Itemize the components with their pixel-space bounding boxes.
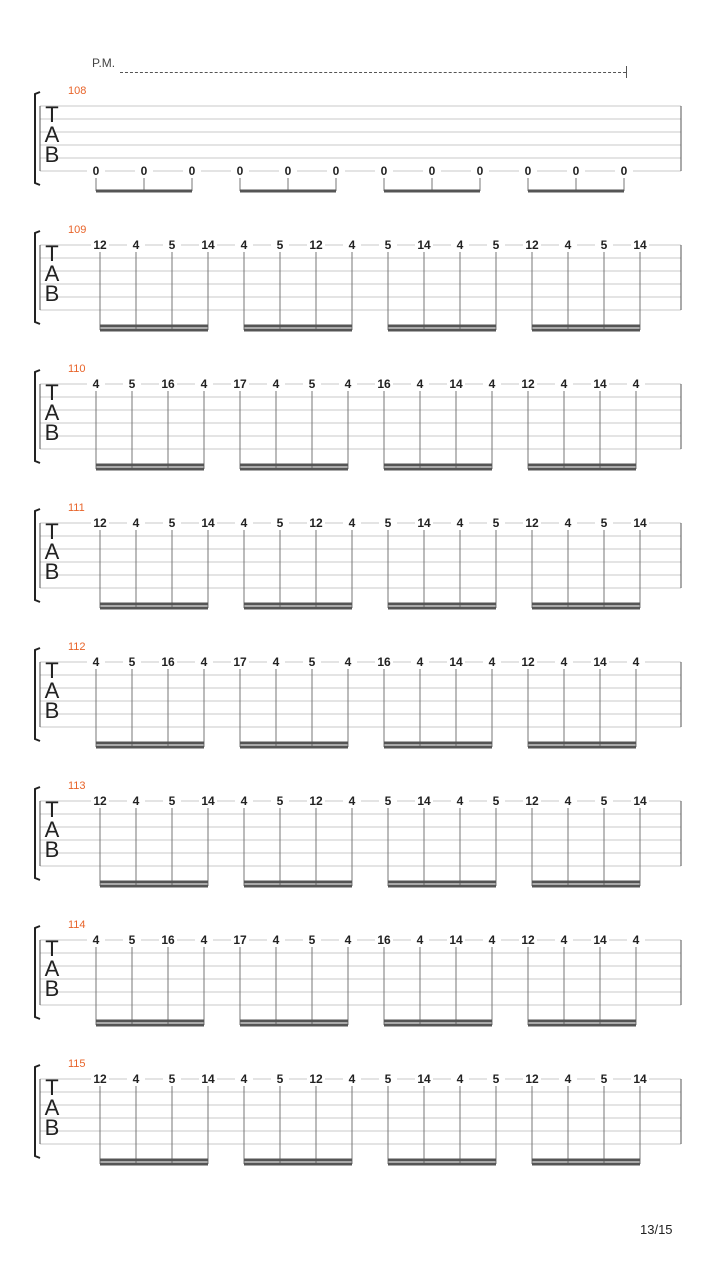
tab-clef-letter: B (44, 837, 60, 862)
fret-number: 0 (524, 164, 532, 178)
fret-number: 14 (449, 655, 463, 669)
note-beam (388, 885, 496, 888)
measure-number: 111 (68, 502, 85, 514)
note-beam (244, 325, 352, 328)
fret-number: 14 (593, 933, 607, 947)
note-beam (240, 742, 348, 745)
fret-number: 4 (632, 655, 640, 669)
tab-clef-letter: A (44, 956, 60, 981)
fret-number: 5 (492, 516, 500, 530)
fret-number: 12 (309, 1072, 323, 1086)
fret-number: 16 (161, 933, 175, 947)
fret-number: 5 (276, 1072, 284, 1086)
note-beam (240, 1020, 348, 1023)
fret-number: 14 (201, 1072, 215, 1086)
note-beam (528, 464, 636, 467)
fret-number: 4 (272, 377, 280, 391)
fret-number: 5 (128, 655, 136, 669)
note-beam (244, 881, 352, 884)
note-beam (244, 607, 352, 610)
note-beam (100, 607, 208, 610)
note-beam (240, 746, 348, 749)
fret-number: 12 (309, 794, 323, 808)
note-beam (244, 329, 352, 332)
fret-number: 4 (348, 238, 356, 252)
fret-number: 4 (564, 794, 572, 808)
note-beam (96, 742, 204, 745)
fret-number: 4 (240, 794, 248, 808)
fret-number: 5 (600, 238, 608, 252)
fret-number: 5 (276, 516, 284, 530)
tab-system-115 (0, 1059, 720, 1179)
note-beam (528, 468, 636, 471)
tab-system-113 (0, 781, 720, 901)
note-beam (384, 468, 492, 471)
note-beam (528, 746, 636, 749)
fret-number: 16 (377, 933, 391, 947)
note-beam (528, 1024, 636, 1027)
fret-number: 5 (384, 516, 392, 530)
note-beam (384, 742, 492, 745)
fret-number: 16 (161, 377, 175, 391)
fret-number: 14 (449, 933, 463, 947)
fret-number: 5 (600, 1072, 608, 1086)
note-beam (96, 190, 192, 193)
fret-number: 5 (128, 933, 136, 947)
note-beam (532, 603, 640, 606)
fret-number: 4 (456, 516, 464, 530)
tab-clef-letter: T (45, 519, 59, 544)
fret-number: 5 (128, 377, 136, 391)
fret-number: 12 (309, 516, 323, 530)
note-beam (96, 1020, 204, 1023)
measure-number: 112 (68, 641, 86, 653)
fret-number: 0 (236, 164, 244, 178)
fret-number: 14 (201, 794, 215, 808)
fret-number: 16 (377, 655, 391, 669)
fret-number: 16 (161, 655, 175, 669)
note-beam (240, 1024, 348, 1027)
fret-number: 5 (384, 794, 392, 808)
fret-number: 4 (344, 933, 352, 947)
fret-number: 14 (201, 238, 215, 252)
fret-number: 12 (521, 377, 535, 391)
system-bracket (35, 1065, 40, 1158)
fret-number: 4 (344, 655, 352, 669)
measure-number: 113 (68, 780, 86, 792)
note-beam (388, 325, 496, 328)
fret-number: 14 (417, 516, 431, 530)
system-bracket (35, 370, 40, 463)
tab-clef-letter: A (44, 817, 60, 842)
fret-number: 4 (456, 794, 464, 808)
fret-number: 4 (92, 933, 100, 947)
fret-number: 12 (93, 516, 107, 530)
tab-system-109 (0, 225, 720, 345)
system-bracket (35, 787, 40, 880)
tab-clef-letter: B (44, 559, 60, 584)
note-beam (532, 607, 640, 610)
note-beam (532, 325, 640, 328)
fret-number: 5 (168, 516, 176, 530)
fret-number: 14 (417, 794, 431, 808)
measure-number: 109 (68, 224, 87, 236)
fret-number: 5 (492, 238, 500, 252)
note-beam (240, 464, 348, 467)
note-beam (388, 1159, 496, 1162)
fret-number: 14 (417, 1072, 431, 1086)
note-beam (96, 746, 204, 749)
tab-system-110 (0, 364, 720, 484)
fret-number: 14 (633, 238, 647, 252)
fret-number: 4 (348, 794, 356, 808)
fret-number: 4 (92, 655, 100, 669)
system-bracket (35, 231, 40, 324)
fret-number: 14 (417, 238, 431, 252)
fret-number: 5 (492, 794, 500, 808)
note-beam (96, 1024, 204, 1027)
tab-clef-letter: B (44, 281, 60, 306)
fret-number: 4 (632, 377, 640, 391)
fret-number: 4 (200, 655, 208, 669)
fret-number: 4 (92, 377, 100, 391)
fret-number: 5 (492, 1072, 500, 1086)
fret-number: 4 (564, 1072, 572, 1086)
note-beam (384, 746, 492, 749)
tab-system-108 (0, 86, 720, 206)
tab-system-114 (0, 920, 720, 1040)
tab-system-111 (0, 503, 720, 623)
fret-number: 0 (284, 164, 292, 178)
palm-mute-dashed-line (120, 72, 626, 73)
fret-number: 5 (600, 794, 608, 808)
fret-number: 12 (93, 794, 107, 808)
note-beam (100, 1159, 208, 1162)
page-number: 13/15 (640, 1222, 673, 1237)
tab-clef-letter: T (45, 1075, 59, 1100)
fret-number: 5 (168, 794, 176, 808)
palm-mute-label: P.M. (92, 56, 116, 70)
note-beam (96, 464, 204, 467)
fret-number: 4 (240, 238, 248, 252)
fret-number: 4 (560, 655, 568, 669)
fret-number: 12 (521, 655, 535, 669)
fret-number: 4 (240, 1072, 248, 1086)
tab-clef-letter: A (44, 400, 60, 425)
fret-number: 0 (92, 164, 100, 178)
fret-number: 5 (276, 238, 284, 252)
system-bracket (35, 509, 40, 602)
fret-number: 12 (525, 238, 539, 252)
tab-clef-letter: T (45, 936, 59, 961)
note-beam (388, 329, 496, 332)
fret-number: 5 (168, 238, 176, 252)
fret-number: 4 (560, 933, 568, 947)
system-bracket (35, 926, 40, 1019)
measure-number: 110 (68, 363, 86, 375)
note-beam (384, 1024, 492, 1027)
fret-number: 14 (633, 794, 647, 808)
fret-number: 4 (132, 794, 140, 808)
tab-clef-letter: T (45, 380, 59, 405)
fret-number: 12 (525, 516, 539, 530)
tab-clef-letter: B (44, 1115, 60, 1140)
note-beam (532, 1163, 640, 1166)
note-beam (240, 190, 336, 193)
fret-number: 4 (456, 1072, 464, 1086)
fret-number: 12 (93, 1072, 107, 1086)
fret-number: 4 (200, 377, 208, 391)
fret-number: 14 (593, 655, 607, 669)
measure-number: 115 (68, 1058, 86, 1070)
fret-number: 0 (428, 164, 436, 178)
note-beam (388, 603, 496, 606)
note-beam (384, 464, 492, 467)
fret-number: 16 (377, 377, 391, 391)
tab-clef-letter: T (45, 797, 59, 822)
note-beam (100, 329, 208, 332)
fret-number: 4 (348, 1072, 356, 1086)
fret-number: 4 (564, 516, 572, 530)
fret-number: 5 (384, 238, 392, 252)
note-beam (384, 1020, 492, 1023)
measure-number: 108 (68, 85, 87, 97)
fret-number: 0 (476, 164, 484, 178)
fret-number: 12 (525, 1072, 539, 1086)
fret-number: 5 (384, 1072, 392, 1086)
note-beam (388, 1163, 496, 1166)
note-beam (100, 1163, 208, 1166)
tab-clef-letter: B (44, 142, 60, 167)
system-bracket (35, 92, 40, 185)
note-beam (244, 885, 352, 888)
fret-number: 4 (348, 516, 356, 530)
tab-clef-letter: T (45, 102, 59, 127)
tab-clef-letter: A (44, 1095, 60, 1120)
fret-number: 4 (272, 655, 280, 669)
tab-clef-letter: T (45, 241, 59, 266)
note-beam (100, 603, 208, 606)
fret-number: 12 (521, 933, 535, 947)
tab-clef-letter: B (44, 420, 60, 445)
fret-number: 4 (416, 933, 424, 947)
fret-number: 4 (416, 377, 424, 391)
note-beam (100, 881, 208, 884)
tab-system-112 (0, 642, 720, 762)
fret-number: 5 (308, 933, 316, 947)
fret-number: 4 (488, 933, 496, 947)
fret-number: 4 (200, 933, 208, 947)
fret-number: 14 (633, 516, 647, 530)
fret-number: 5 (308, 377, 316, 391)
fret-number: 0 (140, 164, 148, 178)
note-beam (532, 885, 640, 888)
fret-number: 17 (233, 655, 247, 669)
fret-number: 0 (380, 164, 388, 178)
palm-mute-end-tick (626, 66, 627, 78)
fret-number: 0 (332, 164, 340, 178)
note-beam (244, 603, 352, 606)
note-beam (528, 1020, 636, 1023)
note-beam (244, 1159, 352, 1162)
fret-number: 12 (309, 238, 323, 252)
fret-number: 12 (93, 238, 107, 252)
note-beam (528, 190, 624, 193)
fret-number: 0 (620, 164, 628, 178)
fret-number: 5 (308, 655, 316, 669)
fret-number: 4 (632, 933, 640, 947)
fret-number: 4 (564, 238, 572, 252)
fret-number: 4 (488, 377, 496, 391)
tab-clef-letter: A (44, 678, 60, 703)
system-bracket (35, 648, 40, 741)
note-beam (244, 1163, 352, 1166)
fret-number: 4 (272, 933, 280, 947)
tab-clef-letter: T (45, 658, 59, 683)
note-beam (96, 468, 204, 471)
measure-number: 114 (68, 919, 86, 931)
tab-clef-letter: B (44, 698, 60, 723)
fret-number: 12 (525, 794, 539, 808)
note-beam (240, 468, 348, 471)
fret-number: 4 (240, 516, 248, 530)
fret-number: 0 (572, 164, 580, 178)
fret-number: 4 (416, 655, 424, 669)
fret-number: 17 (233, 377, 247, 391)
tab-clef-letter: A (44, 539, 60, 564)
note-beam (528, 742, 636, 745)
fret-number: 5 (276, 794, 284, 808)
fret-number: 5 (600, 516, 608, 530)
fret-number: 4 (132, 516, 140, 530)
note-beam (532, 881, 640, 884)
note-beam (100, 325, 208, 328)
fret-number: 14 (593, 377, 607, 391)
note-beam (100, 885, 208, 888)
fret-number: 5 (168, 1072, 176, 1086)
tab-clef-letter: A (44, 261, 60, 286)
fret-number: 4 (456, 238, 464, 252)
fret-number: 0 (188, 164, 196, 178)
tab-clef-letter: B (44, 976, 60, 1001)
fret-number: 4 (132, 238, 140, 252)
note-beam (532, 329, 640, 332)
fret-number: 4 (560, 377, 568, 391)
note-beam (384, 190, 480, 193)
note-beam (388, 881, 496, 884)
note-beam (532, 1159, 640, 1162)
fret-number: 14 (633, 1072, 647, 1086)
fret-number: 4 (488, 655, 496, 669)
fret-number: 4 (132, 1072, 140, 1086)
fret-number: 17 (233, 933, 247, 947)
fret-number: 14 (201, 516, 215, 530)
tab-clef-letter: A (44, 122, 60, 147)
note-beam (388, 607, 496, 610)
fret-number: 4 (344, 377, 352, 391)
fret-number: 14 (449, 377, 463, 391)
